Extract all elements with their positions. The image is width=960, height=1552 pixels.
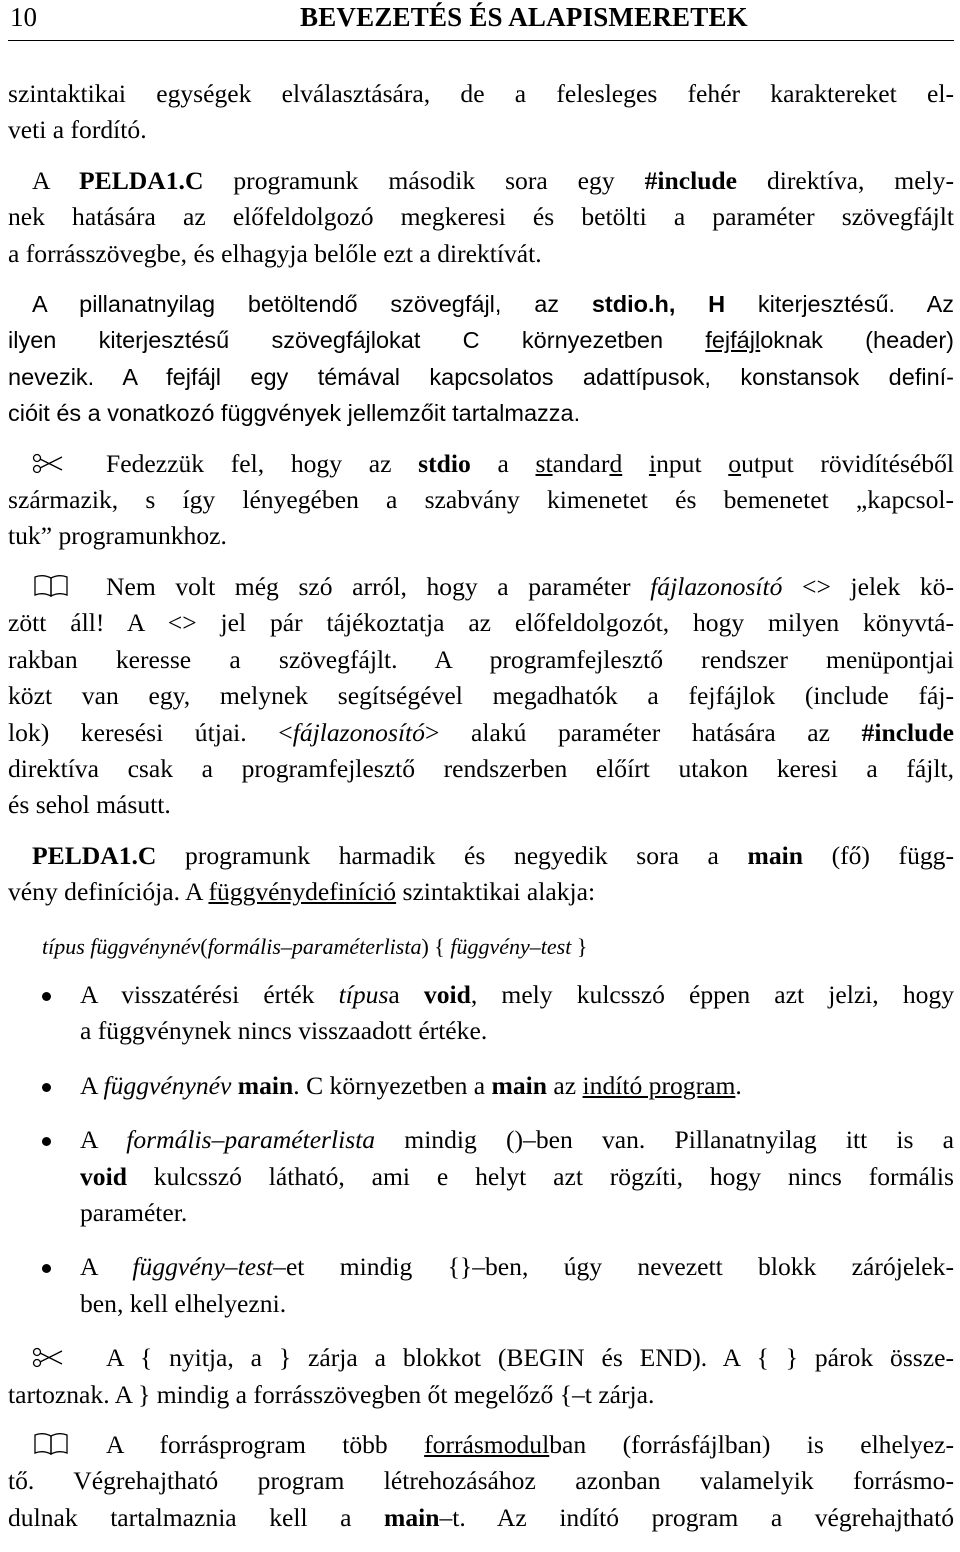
text-line: tuk” programunkhoz. — [8, 521, 227, 551]
formula-part: } — [571, 933, 588, 959]
italic-term: függvénynév — [103, 1070, 232, 1100]
underlined-letters: d — [609, 448, 623, 478]
scissors-icon — [32, 450, 70, 476]
text-line — [80, 1249, 954, 1285]
list-item — [8, 1122, 954, 1231]
underlined-letters: o — [728, 448, 742, 478]
underlined-term: forrásmodul — [424, 1430, 550, 1459]
text-run: kiterjesztésű. Az — [725, 291, 954, 318]
text-line: a forrásszövegbe, és elhagyja belőle ezt a direktívát. — [8, 238, 542, 268]
paragraph-7 — [8, 1340, 954, 1413]
bullet-icon — [42, 992, 51, 1001]
keyword: main — [747, 840, 803, 870]
text-run: programunk második sora egy — [203, 165, 645, 195]
paragraph-1 — [8, 76, 954, 149]
text-line — [8, 446, 954, 482]
text-run: . C környezetben a — [293, 1070, 492, 1100]
text-line — [8, 322, 954, 358]
text-run: . — [735, 1070, 742, 1100]
book-icon — [32, 573, 70, 599]
underlined-term: indító program — [582, 1070, 736, 1100]
text-run: utput rövidítéséből — [741, 448, 954, 478]
text-run: A — [32, 165, 80, 195]
text-run: A — [80, 1125, 127, 1155]
text-run: > alakú paraméter hatására az — [424, 717, 862, 747]
text-line — [8, 874, 954, 910]
text-run: direktíva, mely- — [737, 165, 954, 195]
text-run: A forrásprogram több — [106, 1430, 425, 1459]
formula-part: típus függvénynév — [42, 933, 201, 959]
text-line: tartoznak. A } mindig a forrásszövegben őt megelőző {–t zárja. — [8, 1379, 655, 1409]
text-line: és sehol másutt. — [8, 790, 171, 820]
text-run: mindig ()–ben van. Pillanatnyilag itt is a — [375, 1125, 954, 1155]
page-body — [8, 76, 954, 1536]
text-line: paraméter. — [80, 1197, 188, 1227]
keyword: main — [384, 1502, 440, 1532]
text-line: közt van egy, melynek segítségével megadhatók a fejfájlok (include fáj- — [8, 681, 954, 711]
text-run: programunk harmadik és negyedik sora a — [156, 840, 748, 870]
text-line: a függvénynek nincs visszaadott értéke. — [80, 1016, 488, 1046]
paragraph-8 — [8, 1427, 954, 1536]
text-run — [622, 449, 649, 478]
paragraph-5 — [8, 569, 954, 824]
bullet-icon — [42, 1137, 51, 1146]
text-run: vény definíciója. A — [8, 877, 209, 907]
file-name: PELDA1.C — [32, 840, 157, 870]
text-run: (fő) függ- — [802, 840, 954, 870]
italic-term: fájlazonosító — [292, 717, 425, 747]
text-run: <> jelek kö- — [782, 571, 955, 601]
text-run: A { nyitja, a } zárja a blokkot (BEGIN és END). A { } párok össze- — [106, 1343, 954, 1373]
text-run: Nem volt még szó arról, hogy a paraméter — [106, 571, 651, 601]
bullet-list — [8, 977, 954, 1322]
text-run: az — [547, 1070, 583, 1100]
keyword: void — [80, 1161, 127, 1191]
italic-term: típus — [338, 979, 389, 1009]
text-run: A pillanatnyilag betöltendő szövegfájl, az — [32, 291, 592, 318]
text-line: tő. Végrehajtható program létrehozásához azonban valamelyik forrásmo- — [8, 1466, 954, 1496]
text-run: ilyen kiterjesztésű szövegfájlokat C környezetben — [8, 327, 706, 354]
text-line: nevezik. A fejfájl egy témával kapcsolatos adattípusok, konstansok definí- — [8, 363, 954, 390]
running-title: BEVEZETÉS ÉS ALAPISMERETEK — [300, 2, 748, 32]
underlined-letters: st — [535, 448, 553, 478]
text-run: lok) keresési útjai. < — [8, 717, 293, 747]
formula-part: függvény–test — [450, 933, 572, 959]
text-line: származik, s így lényegében a szabvány kimenetet és bemenetet „kapcsol- — [8, 485, 954, 515]
text-line — [8, 569, 954, 605]
text-line: ben, kell elhelyezni. — [80, 1288, 287, 1318]
italic-term: formális–paraméterlista — [126, 1125, 376, 1155]
text-line — [80, 1159, 954, 1195]
keyword: void — [423, 979, 471, 1009]
paragraph-2 — [8, 163, 954, 272]
text-run: A — [80, 1070, 104, 1100]
text-run: kulcsszó látható, ami e helyt azt rögzíti, hogy nincs formális — [126, 1161, 954, 1191]
paragraph-3 — [8, 286, 954, 432]
file-name: stdio — [418, 448, 471, 478]
text-line — [80, 977, 954, 1013]
list-item — [8, 1068, 954, 1104]
text-line: veti a fordító. — [8, 115, 147, 145]
syntax-formula — [42, 929, 954, 965]
list-item — [8, 977, 954, 1050]
text-run: –et mindig {}–ben, úgy nevezett blokk zárójelek- — [273, 1252, 954, 1282]
text-run: ban (forrásfájlban) is elhelyez- — [549, 1430, 954, 1459]
text-line: direktíva csak a programfejlesztő rendszerben előírt utakon keresi a fájlt, — [8, 753, 954, 783]
directive-keyword: #include — [861, 717, 954, 747]
file-name: stdio.h, H — [591, 291, 726, 318]
text-run: A visszatérési érték — [80, 979, 339, 1009]
page-header — [8, 0, 954, 41]
formula-part: ( — [200, 933, 208, 959]
text-line — [8, 1500, 954, 1536]
underlined-term: fejfájl — [705, 327, 761, 354]
text-run: andar — [552, 448, 610, 478]
formula-part: ) { — [421, 933, 451, 959]
paragraph-6 — [8, 838, 954, 911]
scissors-icon — [32, 1344, 70, 1370]
text-line: szintaktikai egységek elválasztására, de a felesleges fehér karaktereket el- — [8, 79, 954, 108]
file-name: PELDA1.C — [79, 165, 204, 195]
directive-keyword: #include — [644, 165, 738, 195]
text-line — [80, 1068, 954, 1104]
bullet-icon — [42, 1264, 51, 1273]
bullet-icon — [42, 1083, 51, 1092]
text-line: nek hatására az előfeldolgozó megkeresi és betölti a paraméter szövegfájlt — [8, 202, 954, 232]
text-run: szintaktikai alakja: — [396, 877, 596, 907]
underlined-letters: i — [648, 448, 657, 478]
text-run: A — [80, 1252, 133, 1282]
text-line: cióit és a vonatkozó függvények jellemzőit tartalmazza. — [8, 400, 581, 427]
text-run: a — [388, 979, 424, 1009]
italic-term: fájlazonosító — [650, 571, 783, 601]
list-item — [8, 1249, 954, 1322]
keyword: main — [491, 1070, 548, 1100]
text-run: Fedezzük fel, hogy az — [106, 448, 419, 478]
text-line: zött áll! A <> jel pár tájékoztatja az előfeldolgozót, hogy milyen könyvtá- — [8, 608, 954, 638]
page-number: 10 — [10, 2, 37, 32]
text-run: a — [470, 448, 536, 478]
paragraph-4 — [8, 446, 954, 555]
book-icon — [32, 1431, 70, 1457]
underlined-term: függvénydefiníció — [208, 877, 397, 907]
italic-term: függvény–test — [132, 1252, 274, 1282]
text-line — [8, 715, 954, 751]
text-run: oknak (header) — [760, 327, 954, 354]
keyword: main — [237, 1070, 294, 1100]
text-run: dulnak tartalmaznia kell a — [8, 1502, 385, 1532]
text-line — [80, 1122, 954, 1158]
text-line — [8, 286, 954, 322]
text-line — [8, 838, 954, 874]
text-run: –t. Az indító program a végrehajtható — [439, 1502, 954, 1532]
text-line — [8, 163, 954, 199]
text-line — [8, 1340, 954, 1376]
text-line: rakban keresse a szövegfájlt. A programfejlesztő rendszer menüpontjai — [8, 644, 954, 674]
text-line — [8, 1427, 954, 1463]
text-run: , mely kulcsszó éppen azt jelzi, hogy — [470, 979, 955, 1009]
text-run: nput — [656, 448, 729, 478]
formula-part: formális–paraméterlista — [207, 933, 422, 959]
